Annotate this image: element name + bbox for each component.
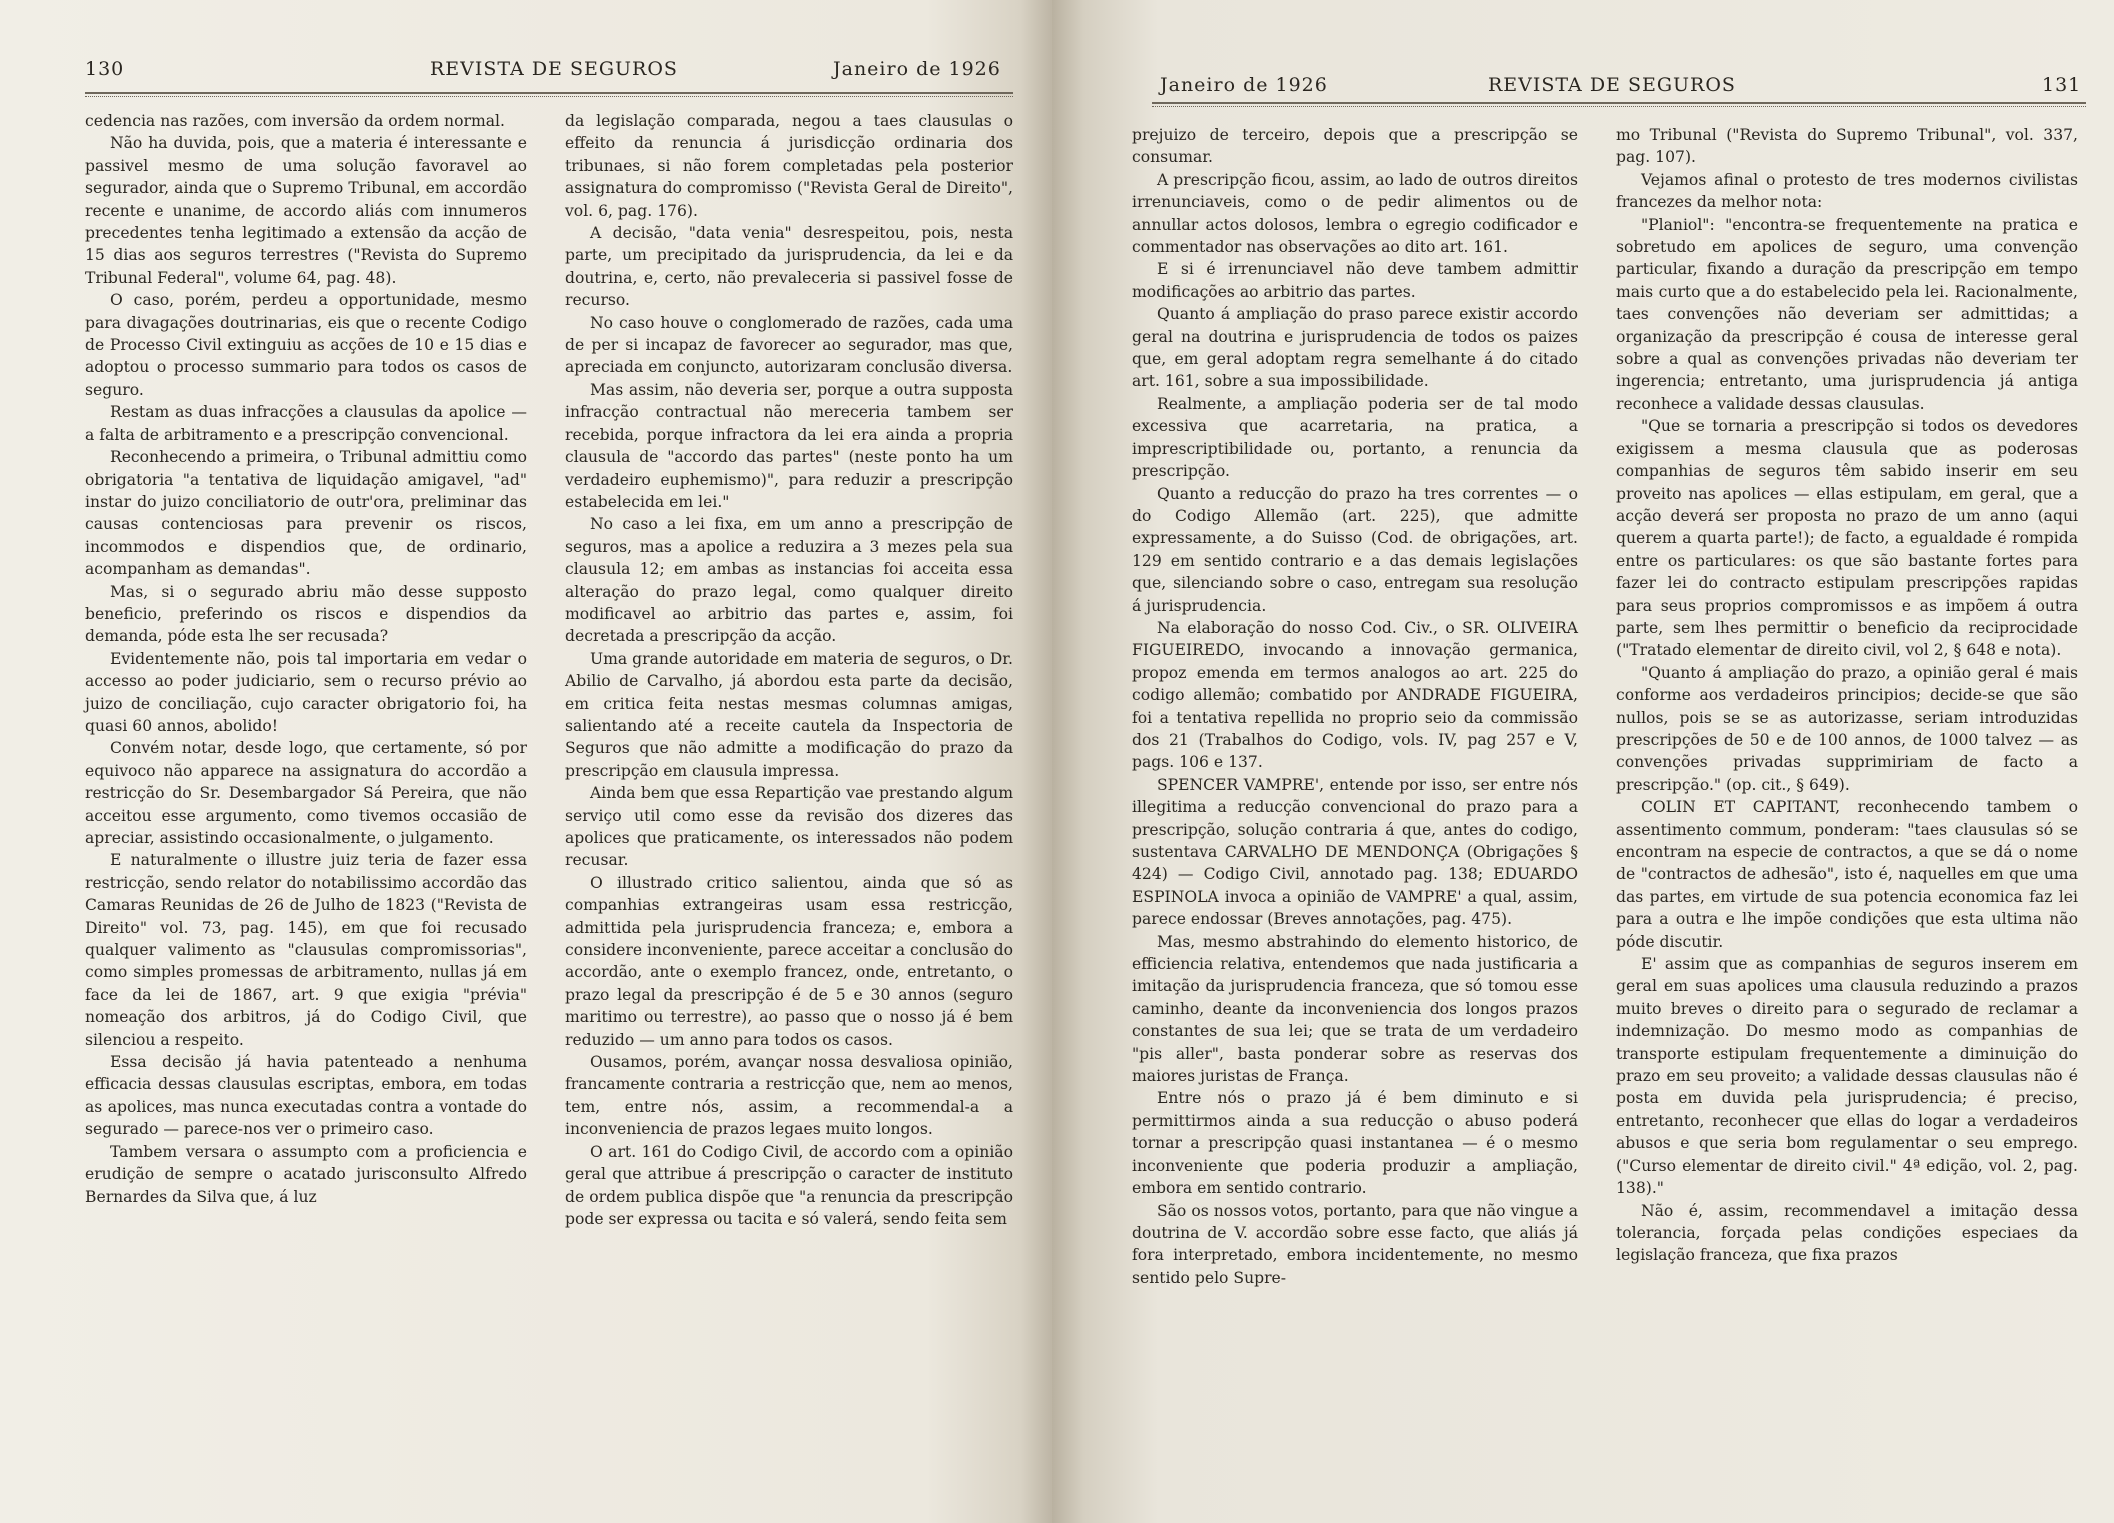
- running-title: REVISTA DE SEGUROS: [1488, 74, 1736, 96]
- right-page-column-2: [1616, 124, 2078, 1267]
- left-page-column-2: [565, 110, 1013, 1230]
- left-page-column-1: [85, 110, 527, 1208]
- paragraph: O illustrado critico salientou, ainda que só as companhias extrangeiras usam essa restricção, admittida pela jurisprudencia franceza; e, embora a considere inconveniente, parece acceitar a conclusão do accordão, ante o exemplo francez, onde, entretanto, o prazo legal da prescripção é de 5 e 30 annos (seguro maritimo ou terrestre), ao passo que o nosso já é bem reduzido — um anno para todos os casos.: [565, 873, 1013, 1049]
- paragraph: A prescripção ficou, assim, ao lado de outros direitos irrenunciaveis, como o de pedir alimentos ou de annullar actos dolosos, lembra o egregio codificador e commentador nas observações ao dito art. 161.: [1132, 170, 1578, 257]
- paragraph: "Que se tornaria a prescripção si todos os devedores exigissem a mesma clausula que as poderosas companhias de seguros têm sabido inserir em seu proveito nas apolices — ellas estipulam, em geral, que a acção deverá ser proposta no prazo de um anno (aqui querem a quarta parte!); de facto, a egualdade é rompida entre os particulares: os que são bastante fortes para fazer lei do contracto estipulam prescripções rapidas para seus proprios compromissos e as impõem á outra parte, sem lhes permittir o beneficio da reciprocidade ("Tratado elementar de direito civil, vol 2, § 648 e nota).: [1616, 417, 2078, 660]
- paragraph: Restam as duas infracções a clausulas da apolice — a falta de arbitramento e a prescripção convencional.: [85, 403, 527, 444]
- paragraph: E si é irrenunciavel não deve tambem admittir modificações ao arbitrio das partes.: [1132, 260, 1578, 301]
- header-rule: [1152, 102, 2086, 107]
- paragraph: cedencia nas razões, com inversão da ordem normal.: [85, 112, 505, 130]
- paragraph: Mas, mesmo abstrahindo do elemento historico, de efficiencia relativa, entendemos que nada justificaria a imitação da jurisprudencia franceza, que só tomou esse caminho, deante da inconveniencia dos longos prazos constantes de sua lei; que se trata de um verdadeiro "pis aller", basta ponderar sobre as reservas dos maiores juristas de França.: [1132, 932, 1578, 1086]
- paragraph: mo Tribunal ("Revista do Supremo Tribunal", vol. 337, pag. 107).: [1616, 126, 2078, 167]
- paragraph: COLIN ET CAPITANT, reconhecendo tambem o assentimento commum, ponderam: "taes clausulas só se encontram na especie de contractos, a que se dá o nome de "contractos de adhesão", isto é, naquelles em que uma das partes, em virtude de sua potencia economica faz lei para a outra e lhe impõe condições que esta ultima não póde discutir.: [1616, 798, 2078, 951]
- paragraph: A decisão, "data venia" desrespeitou, pois, nesta parte, um precipitado da jurisprudencia, da lei e da doutrina, e, certo, não prevaleceria si passivel fosse de recurso.: [565, 224, 1013, 310]
- paragraph: Quanto a reducção do prazo ha tres correntes — o do Codigo Allemão (art. 225), que admitte expressamente, a do Suisso (Cod. de obrigações, art. 129 em sentido contrario e a das demais legislações que, silenciando sobre o caso, entregam sua resolução á jurisprudencia.: [1132, 484, 1578, 615]
- right-page-column-1: [1132, 124, 1578, 1289]
- paragraph: Entre nós o prazo já é bem diminuto e si permittirmos ainda a sua reducção o abuso poderá tornar a prescripção quasi instantanea — é o mesmo inconveniente que poderia produzir a ampliação, embora em sentido contrario.: [1132, 1089, 1578, 1198]
- paragraph: Ousamos, porém, avançar nossa desvaliosa opinião, francamente contraria a restricção que, nem ao menos, tem, entre nós, assim, a recommendal-a a inconveniencia de prazos legaes muito longos.: [565, 1053, 1013, 1139]
- paragraph: Ainda bem que essa Repartição vae prestando algum serviço util como esse da revisão dos dizeres das apolices que praticamente, os interessados não podem recusar.: [565, 784, 1013, 870]
- paragraph: prejuizo de terceiro, depois que a prescripção se consumar.: [1132, 126, 1578, 167]
- paragraph: Mas assim, não deveria ser, porque a outra supposta infracção contractual não mereceria tambem ser recebida, porque infractora da lei era ainda a propria clausula de "accordo das partes" (neste ponto ha um verdadeiro euphemismo)", para reduzir a prescripção estabelecida em lei.": [565, 380, 1013, 511]
- paragraph: E naturalmente o illustre juiz teria de fazer essa restricção, sendo relator do notabilissimo accordão das Camaras Reunidas de 26 de Julho de 1823 ("Revista de Direito" vol. 73, pag. 145), em que foi recusado qualquer valimento as "clausulas compromissorias", como simples promessas de arbitramento, nullas já em face da lei de 1867, art. 9 que exigia "prévia" nomeação dos arbitros, já do Codigo Civil, que silenciou a respeito.: [85, 851, 527, 1049]
- left-page: [0, 0, 1052, 1523]
- left-page-header: [85, 58, 1013, 92]
- paragraph: No caso houve o conglomerado de razões, cada uma de per si incapaz de favorecer ao segurador, mas que, apreciada em conjuncto, autorizaram conclusão diversa.: [565, 313, 1013, 377]
- paragraph: O caso, porém, perdeu a opportunidade, mesmo para divagações doutrinarias, eis que o recente Codigo de Processo Civil extinguiu as acções de 10 e 15 dias e adoptou o processo summario para todos os casos de seguro.: [85, 291, 527, 399]
- paragraph: E' assim que as companhias de seguros inserem em geral em suas apolices uma clausula reduzindo a prazos muito breves o direito para o segurado de reclamar a indemnização. Do mesmo modo as companhias de transporte estipulam frequentemente a diminuição do prazo em seu proveito; a validade dessas clausulas não é posta em duvida pela jurisprudencia; é preciso, entretanto, reconhecer que ellas do logar a verdadeiros abusos e que seria bom regulamentar o seu emprego. ("Curso elementar de direito civil." 4ª edição, vol. 2, pag. 138).": [1616, 955, 2078, 1198]
- issue-date: Janeiro de 1926: [833, 58, 1001, 80]
- paragraph: Vejamos afinal o protesto de tres modernos civilistas francezes da melhor nota:: [1616, 170, 2078, 212]
- paragraph: Realmente, a ampliação poderia ser de tal modo excessiva que acarretaria, na pratica, a imprescriptibilidade ou, portanto, a renuncia da prescripção.: [1132, 394, 1578, 481]
- paragraph: "Planiol": "encontra-se frequentemente na pratica e sobretudo em apolices de seguro, uma convenção particular, fixando a duração da prescripção em tempo mais curto que a do estabelecido pela lei. Racionalmente, taes convenções não deveriam ser admittidas; a organização da prescripção é cousa de interesse geral sobre a qual as convenções privadas não deveriam ter ingerencia; entretanto, uma jurisprudencia já antiga reconhece a validade dessas clausulas.: [1616, 215, 2078, 413]
- paragraph: Reconhecendo a primeira, o Tribunal admittiu como obrigatoria "a tentativa de liquidação amigavel, "ad" instar do juizo conciliatorio de outr'ora, preliminar das causas contenciosas para prevenir os riscos, incommodos e dispendios que, de ordinario, acompanham as demandas".: [85, 448, 527, 579]
- paragraph: Não é, assim, recommendavel a imitação dessa tolerancia, forçada pelas condições especiaes da legislação franceza, que fixa prazos: [1616, 1201, 2078, 1265]
- paragraph: da legislação comparada, negou a taes clausulas o effeito da renuncia á jurisdicção ordinaria dos tribunaes, si não forem completadas pela posterior assignatura do compromisso ("Revista Geral de Direito", vol. 6, pag. 176).: [565, 112, 1013, 220]
- paragraph: Uma grande autoridade em materia de seguros, o Dr. Abilio de Carvalho, já abordou esta parte da decisão, em critica feita nestas mesmas columnas amigas, salientando até a receite cautela da Inspectoria de Seguros que não admitte a modificação do prazo da prescripção em clausula impressa.: [565, 649, 1013, 780]
- paragraph: Não ha duvida, pois, que a materia é interessante e passivel mesmo de uma solução favoravel ao segurador, ainda que o Supremo Tribunal, em accordão recente e unanime, de accordo aliás com innumeros precedentes tenha legitimado a extensão da acção de 15 dias aos seguros terrestres ("Revista do Supremo Tribunal Federal", volume 64, pag. 48).: [85, 134, 527, 287]
- right-page: [1052, 0, 2114, 1523]
- paragraph: SPENCER VAMPRE', entende por isso, ser entre nós illegitima a reducção convencional do prazo para a prescripção, solução contraria á que, antes do codigo, sustentava CARVALHO DE MENDONÇA (Obrigações § 424) — Codigo Civil, annotado pag. 138; EDUARDO ESPINOLA invoca a opinião de VAMPRE' a qual, assim, parece endossar (Breves annotações, pag. 475).: [1132, 775, 1578, 929]
- page-number: 131: [2042, 74, 2082, 96]
- page-number: 130: [85, 58, 125, 80]
- paragraph: Mas, si o segurado abriu mão desse supposto beneficio, preferindo os riscos e dispendios da demanda, póde esta lhe ser recusada?: [85, 582, 527, 646]
- paragraph: Tambem versara o assumpto com a proficiencia e erudição de sempre o acatado jurisconsulto Alfredo Bernardes da Silva que, á luz: [85, 1142, 527, 1206]
- paragraph: Evidentemente não, pois tal importaria em vedar o accesso ao poder judiciario, sem o recurso prévio ao juizo de conciliação, cujo caracter obrigatorio foi, ha quasi 60 annos, abolido!: [85, 649, 527, 735]
- paragraph: Convém notar, desde logo, que certamente, só por equivoco não apparece na assignatura do accordão a restricção do Sr. Desembargador Sá Pereira, que não acceitou esse argumento, como tivemos occasião de apreciar, assistindo occasionalmente, o julgamento.: [85, 739, 527, 847]
- paragraph: Na elaboração do nosso Cod. Civ., o SR. OLIVEIRA FIGUEIREDO, invocando a innovação germanica, propoz emenda em termos analogos ao art. 225 do codigo allemão; combatido por ANDRADE FIGUEIRA, foi a tentativa repellida no proprio seio da commissão dos 21 (Trabalhos do Codigo, vols. IV, pag 257 e V, pags. 106 e 137.: [1132, 618, 1578, 772]
- paragraph: Essa decisão já havia patenteado a nenhuma efficacia dessas clausulas escriptas, embora, em todas as apolices, mas nunca executadas contra a vontade do segurado — parece-nos ver o primeiro caso.: [85, 1053, 527, 1139]
- paragraph: O art. 161 do Codigo Civil, de accordo com a opinião geral que attribue á prescripção o caracter de instituto de ordem publica dispõe que "a renuncia da prescripção pode ser expressa ou tacita e só valerá, sendo feita sem: [565, 1142, 1013, 1228]
- paragraph: "Quanto á ampliação do prazo, a opinião geral é mais conforme aos verdadeiros principios; decide-se que são nullos, pois se se as autorizasse, seriam introduzidas prescripções de 50 e de 100 annos, de 1000 talvez — as convenções privadas supprimiriam de facto a prescripção." (op. cit., § 649).: [1616, 663, 2078, 794]
- issue-date: Janeiro de 1926: [1160, 74, 1328, 96]
- running-title: REVISTA DE SEGUROS: [430, 58, 678, 80]
- paragraph: Quanto á ampliação do praso parece existir accordo geral na doutrina e jurisprudencia de todos os paizes que, em geral adoptam regra semelhante á do citado art. 161, sobre a sua impossibilidade.: [1132, 305, 1578, 391]
- paragraph: São os nossos votos, portanto, para que não vingue a doutrina de V. accordão sobre esse facto, que aliás já fora interpretado, embora incidentemente, no mesmo sentido pelo Supre-: [1132, 1201, 1578, 1287]
- paragraph: No caso a lei fixa, em um anno a prescripção de seguros, mas a apolice a reduzira a 3 mezes pela sua clausula 12; em ambas as instancias foi acceita essa alteração do prazo legal, como qualquer direito modificavel ao arbitrio das partes e, assim, foi decretada a prescripção da acção.: [565, 515, 1013, 646]
- header-rule: [85, 92, 1013, 97]
